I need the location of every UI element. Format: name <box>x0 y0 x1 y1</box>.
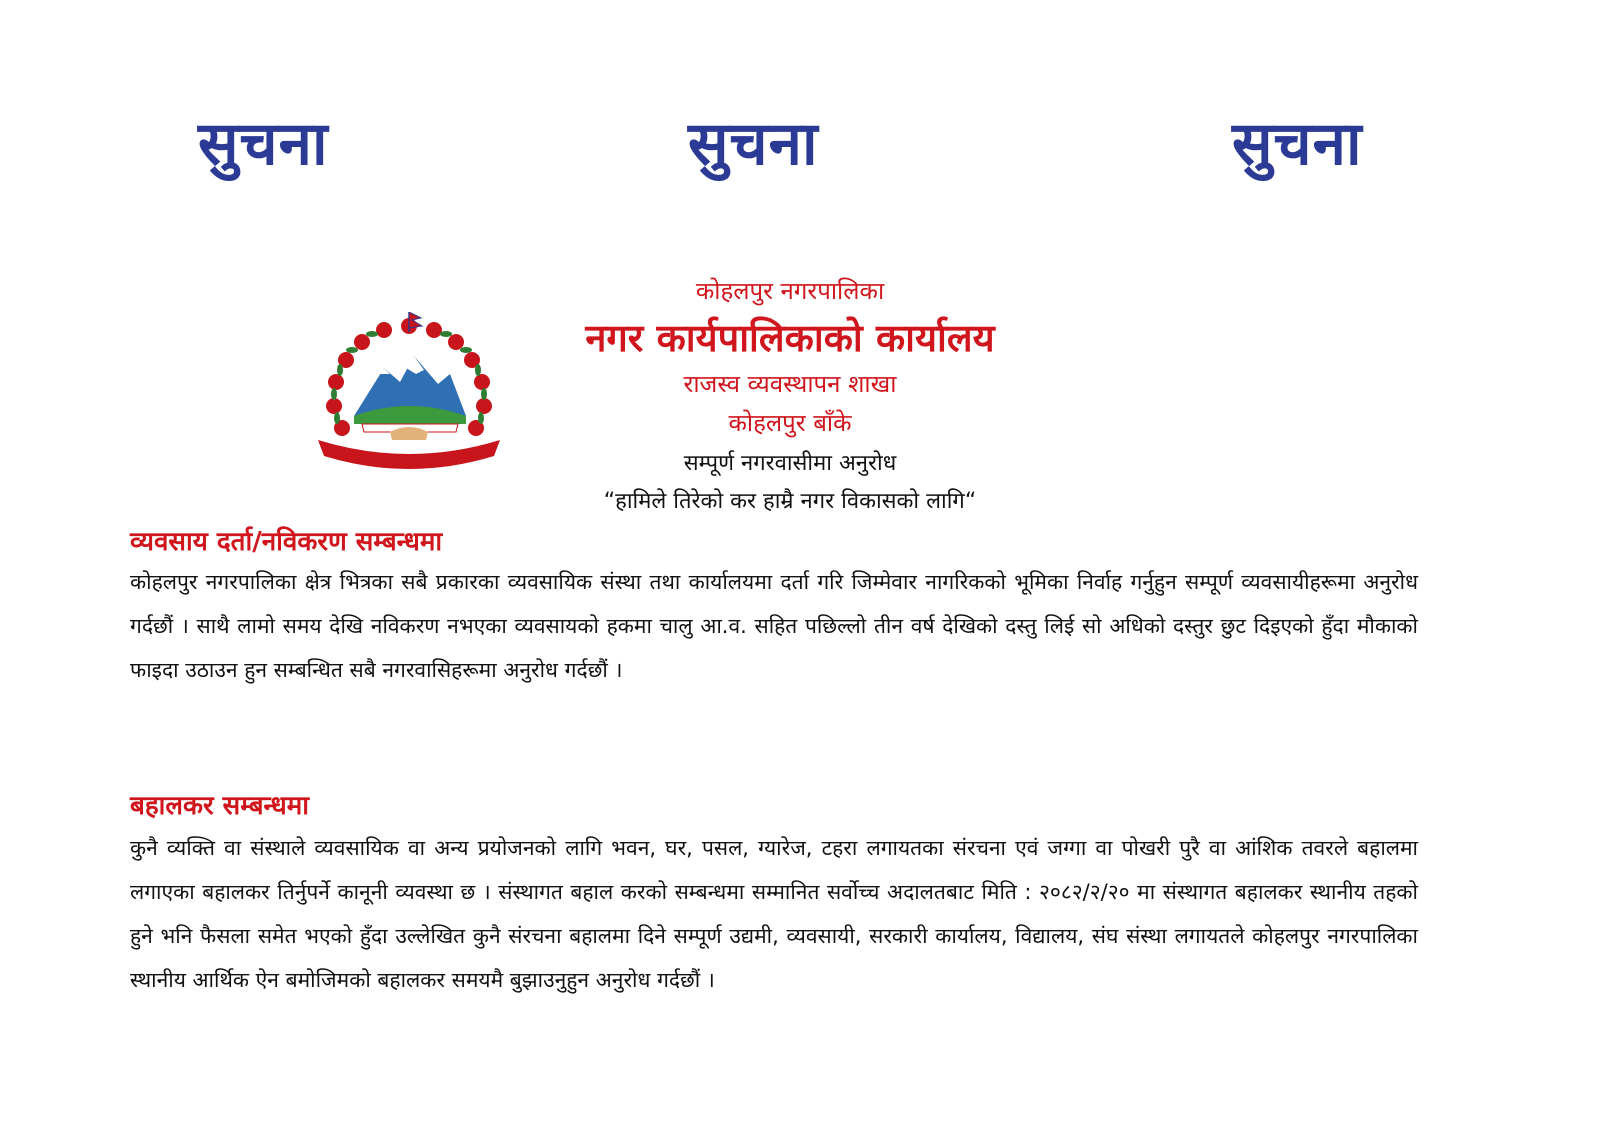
notice-title-center: सुचना <box>688 109 819 179</box>
notice-title-left: सुचना <box>198 109 329 179</box>
section-heading-rental-tax: बहालकर सम्बन्धमा <box>130 791 310 821</box>
municipality-name: कोहलपुर नगरपालिका <box>695 277 885 305</box>
office-location: कोहलपुर बाँके <box>728 409 852 437</box>
section-heading-business-registration: व्यवसाय दर्ता/नविकरण सम्बन्धमा <box>130 527 443 557</box>
notice-title-right: सुचना <box>1232 109 1363 179</box>
office-name: नगर कार्यपालिकाको कार्यालय <box>585 316 995 360</box>
section-body-rental-tax: कुनै व्यक्ति वा संस्थाले व्यवसायिक वा अन्य प्रयोजनको लागि भवन, घर, पसल, ग्यारेज, टहरा लगायतका संरचना एवं जग्गा वा पोखरी पुरै वा आंशिक तवरले बहालमा लगाएका बहालकर तिर्नुपर्ने कानूनी व्यवस्था छ । संस्थागत बहाल करको सम्बन्धमा सम्मानित सर्वोच्च अदालतबाट मिति : २०८२/२/२० मा संस्थागत बहालकर स्थानीय तहको हुने भनि फैसला समेत भएको हुँदा उल्लेखित कुनै संरचना बहालमा दिने सम्पूर्ण उद्यमी, व्यवसायी, सरकारी कार्यालय, विद्यालय, संघ संस्था लगायतले कोहलपुर नगरपालिका स्थानीय आर्थिक ऐन बमोजिमको बहालकर समयमै बुझाउनुहुन अनुरोध गर्दछौं । <box>130 836 1418 992</box>
nepal-government-emblem-icon <box>310 312 508 478</box>
slogan: “हामिले तिरेको कर हाम्रै नगर विकासको लागि“ <box>603 489 977 514</box>
section-body-business-registration: कोहलपुर नगरपालिका क्षेत्र भित्रका सबै प्रकारका व्यवसायिक संस्था तथा कार्यालयमा दर्ता गरि जिम्मेवार नागरिकको भूमिका निर्वाह गर्नुहुन सम्पूर्ण व्यवसायीहरूमा अनुरोध गर्दछौं । साथै लामो समय देखि नविकरण नभएका व्यवसायको हकमा चालु आ.व. सहित पछिल्लो तीन वर्ष देखिको दस्तु लिई सो अधिको दस्तुर छुट दिइएको हुँदा मौकाको फाइदा उठाउन हुन सम्बन्धित सबै नगरवासिहरूमा अनुरोध गर्दछौं । <box>130 570 1418 682</box>
branch-name: राजस्व व्यवस्थापन शाखा <box>683 370 897 398</box>
office-header <box>520 274 1060 515</box>
request-line: सम्पूर्ण नगरवासीमा अनुरोध <box>683 451 897 476</box>
